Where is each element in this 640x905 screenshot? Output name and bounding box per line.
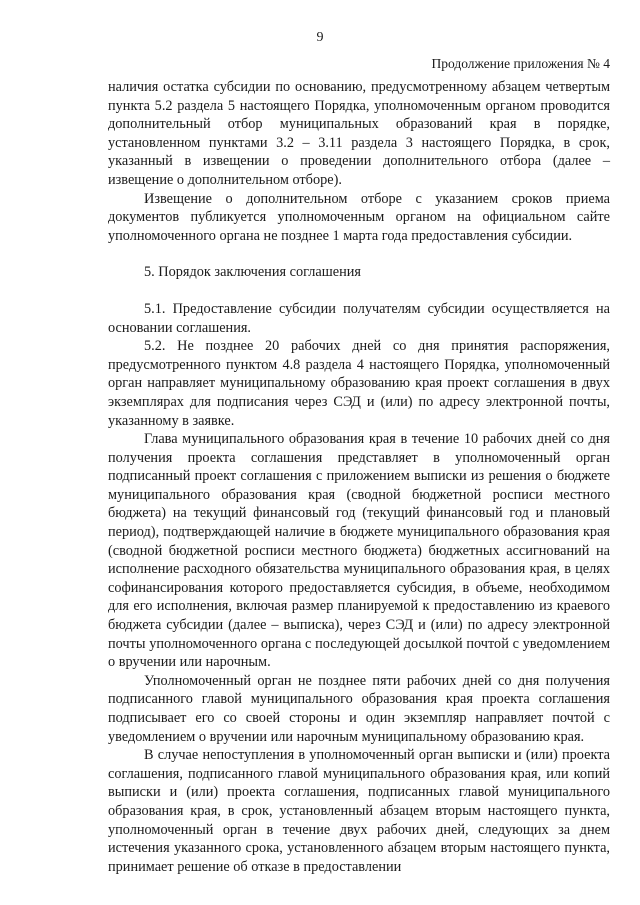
- paragraph-additional-selection: наличия остатка субсидии по основанию, предусмотренному абзацем четвертым пункта 5.2 раздела 5 настоящего Порядка, уполномоченным органом проводится дополнительный отбор муниципальных образований края в порядке, установленном пунктами 3.2 – 3.11 раздела 3 настоящего Порядка, в срок, указанный в извещении о проведении дополнительного отбора (далее – извещение о дополнительном отборе).: [108, 79, 610, 188]
- section-heading: 5. Порядок заключения соглашения: [144, 264, 361, 281]
- paragraph-5-2: 5.2. Не позднее 20 рабочих дней со дня принятия распоряжения, предусмотренного пунктом 4.8 раздела 4 настоящего Порядка, уполномоченный орган направляет муниципальному образованию края проект соглашения в двух экземплярах для подписания через СЭД и (или) по адресу электронной почты, указанному в заявке.: [108, 338, 610, 429]
- document-body: [108, 78, 610, 876]
- appendix-continuation-note: Продолжение приложения № 4: [431, 56, 610, 71]
- page-number: 9: [316, 30, 324, 45]
- paragraph-selection-notice: Извещение о дополнительном отборе с указанием сроков приема документов публикуется уполномоченным органом на официальном сайте уполномоченного органа не позднее 1 марта года предоставления субсидии.: [108, 190, 610, 244]
- paragraph-municipal-head: Глава муниципального образования края в течение 10 рабочих дней со дня получения проекта соглашения представляет в уполномоченный орган подписанный проект соглашения с приложением выписки из решения о бюджете муниципального образования края (сводной бюджетной росписи местного бюджета) на текущий финансовый год (текущий финансовый год и плановый период), подтверждающей наличие в бюджете муниципального образования края (сводной бюджетной росписи местного бюджета) бюджетных ассигнований на исполнение расходного обязательства муниципального образования края, в целях софинансирования которого предоставляется субсидия, в объеме, необходимом для его исполнения, включая размер планируемой к предоставлению из краевого бюджета субсидии (далее – выписка), через СЭД и (или) по адресу электронной почты уполномоченного органа с последующей досылкой почтой с уведомлением о вручении или нарочным.: [108, 431, 610, 671]
- paragraph-5-1: 5.1. Предоставление субсидии получателям субсидии осуществляется на основании соглашения.: [108, 300, 610, 336]
- paragraph-authorized-body: Уполномоченный орган не позднее пяти рабочих дней со дня получения подписанного главой муниципального образования края проекта соглашения подписывает его со своей стороны и один экземпляр направляет почтой с уведомлением о вручении или нарочным муниципальному образованию края.: [108, 672, 610, 745]
- paragraph-non-receipt: В случае непоступления в уполномоченный орган выписки и (или) проекта соглашения, подписанного главой муниципального образования края, или копий выписки и (или) проекта соглашения, подписанных главой муниципального образования края, в срок, установленный абзацем вторым настоящего пункта, уполномоченный орган в течение двух рабочих дней, следующих за днем истечения указанного срока, установленного абзацем вторым настоящего пункта, принимает решение об отказе в предоставлении: [108, 747, 610, 875]
